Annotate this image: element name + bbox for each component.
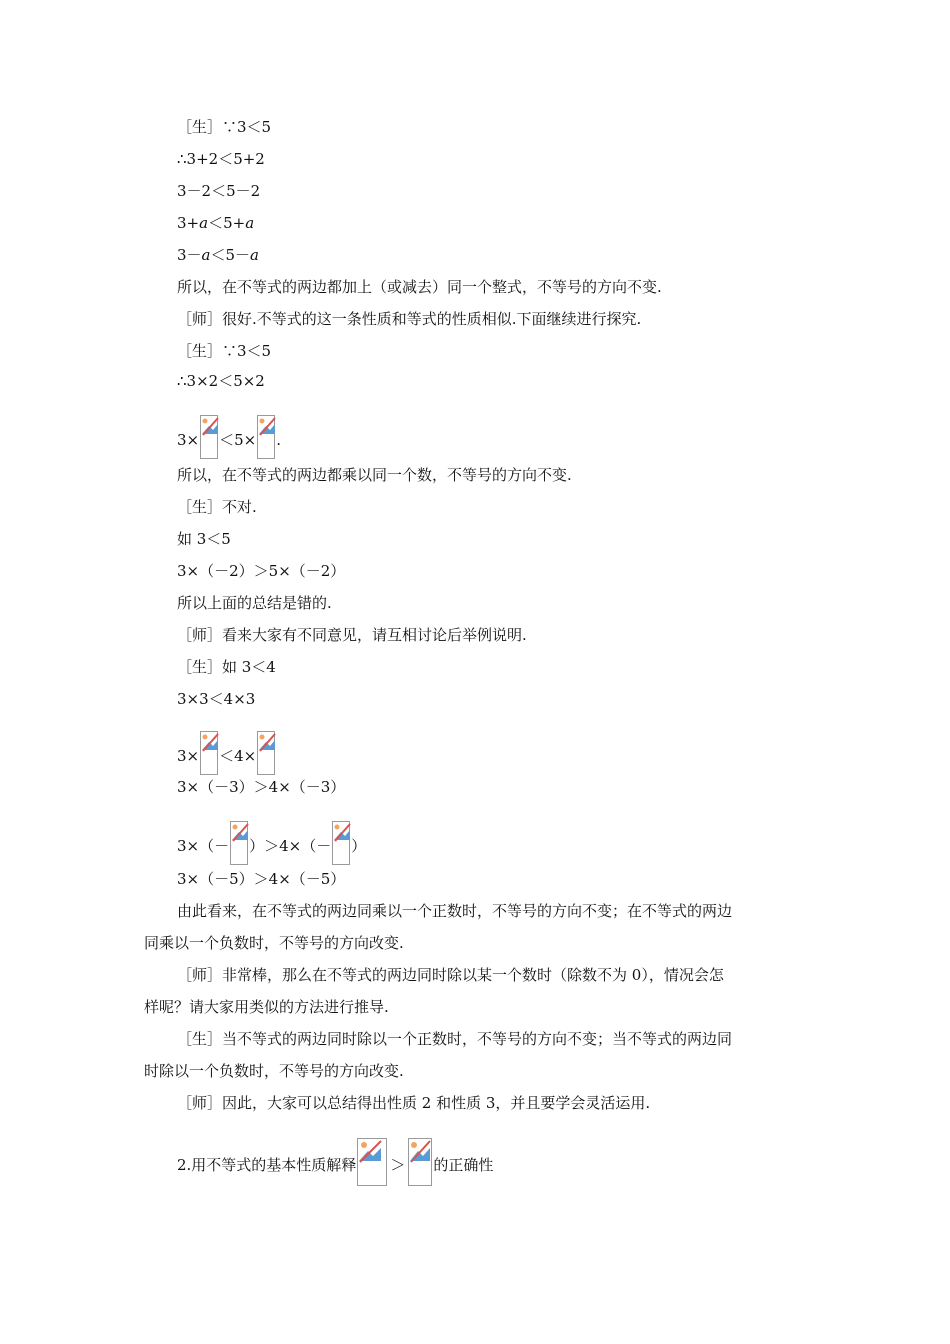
broken-image-icon <box>257 731 275 775</box>
text: ）＞4×（－ <box>249 837 332 855</box>
teacher-comment-1: ［师］很好.不等式的这一条性质和等式的性质相似.下面继续进行探究. <box>177 310 642 328</box>
broken-image-icon <box>332 821 350 865</box>
broken-image-icon <box>200 415 218 459</box>
line-example: 如 3＜5 <box>177 530 231 548</box>
text: ＜5+ <box>208 214 246 232</box>
broken-image-icon <box>408 1138 432 1186</box>
text: 3× <box>177 747 200 765</box>
question-2 <box>177 1138 493 1186</box>
text: ＜5－ <box>210 246 251 264</box>
broken-image-icon <box>257 415 275 459</box>
text: ＜4× <box>219 747 257 765</box>
line-mult-fraction <box>177 415 281 459</box>
line-neg-fraction <box>177 821 366 865</box>
broken-image-icon <box>200 731 218 775</box>
line-student-since-2: ［生］∵3＜5 <box>177 342 272 360</box>
line-neg-mult: 3×（－2）＞5×（－2） <box>177 562 346 580</box>
line-student-example: ［生］如 3＜4 <box>177 658 276 676</box>
teacher-comment-2: ［师］看来大家有不同意见，请互相讨论后举例说明. <box>177 626 527 644</box>
paragraph-teacher-line2: 样呢？请大家用类似的方法进行推导. <box>144 998 389 1016</box>
text: 的正确性 <box>433 1156 494 1174</box>
text: 2.用不等式的基本性质解释 <box>177 1156 357 1174</box>
line-wrong: 所以上面的总结是错的. <box>177 594 332 612</box>
paragraph-student-line1: ［生］当不等式的两边同时除以一个正数时，不等号的方向不变；当不等式的两边同 <box>177 1030 733 1048</box>
conclusion-mult: 所以，在不等式的两边都乘以同一个数，不等号的方向不变. <box>177 466 572 484</box>
var-a: a <box>250 246 259 264</box>
text: ＞ <box>390 1156 406 1174</box>
broken-image-icon <box>230 821 248 865</box>
line-mult-fraction-2 <box>177 731 276 775</box>
text: 3× <box>177 431 200 449</box>
line-student-since: ［生］∵3＜5 <box>177 118 272 136</box>
line-subtract: 3－2＜5－2 <box>177 182 261 200</box>
var-a: a <box>245 214 255 232</box>
var-a: a <box>199 214 209 232</box>
line-3x3: 3×3＜4×3 <box>177 690 256 708</box>
text: 3－ <box>177 246 202 264</box>
text: ＜5× <box>219 431 257 449</box>
conclusion-add: 所以，在不等式的两边都加上（或减去）同一个整式，不等号的方向不变. <box>177 278 662 296</box>
text: ） <box>351 837 367 855</box>
line-neg3: 3×（－3）＞4×（－3） <box>177 778 346 796</box>
line-neg5: 3×（－5）＞4×（－5） <box>177 870 346 888</box>
paragraph-summary-line1: 由此看来，在不等式的两边同乘以一个正数时，不等号的方向不变；在不等式的两边 <box>177 902 733 920</box>
line-therefore-mult: ∴3×2＜5×2 <box>177 372 265 390</box>
broken-image-icon <box>357 1138 387 1186</box>
line-therefore-add: ∴3+2＜5+2 <box>177 150 265 168</box>
student-objection: ［生］不对. <box>177 498 257 516</box>
paragraph-summary-line2: 同乘以一个负数时，不等号的方向改变. <box>144 934 404 952</box>
paragraph-student-line2: 时除以一个负数时，不等号的方向改变. <box>144 1062 404 1080</box>
line-sub-a <box>177 245 259 265</box>
paragraph-teacher-final: ［师］因此，大家可以总结得出性质 2 和性质 3，并且要学会灵活运用. <box>177 1094 651 1112</box>
text: 3×（－ <box>177 837 230 855</box>
text: 3+ <box>177 214 200 232</box>
var-a: a <box>201 246 211 264</box>
paragraph-teacher-line1: ［师］非常棒，那么在不等式的两边同时除以某一个数时（除数不为 0），情况会怎 <box>177 966 724 984</box>
text: . <box>276 431 282 449</box>
line-add-a <box>177 213 254 233</box>
